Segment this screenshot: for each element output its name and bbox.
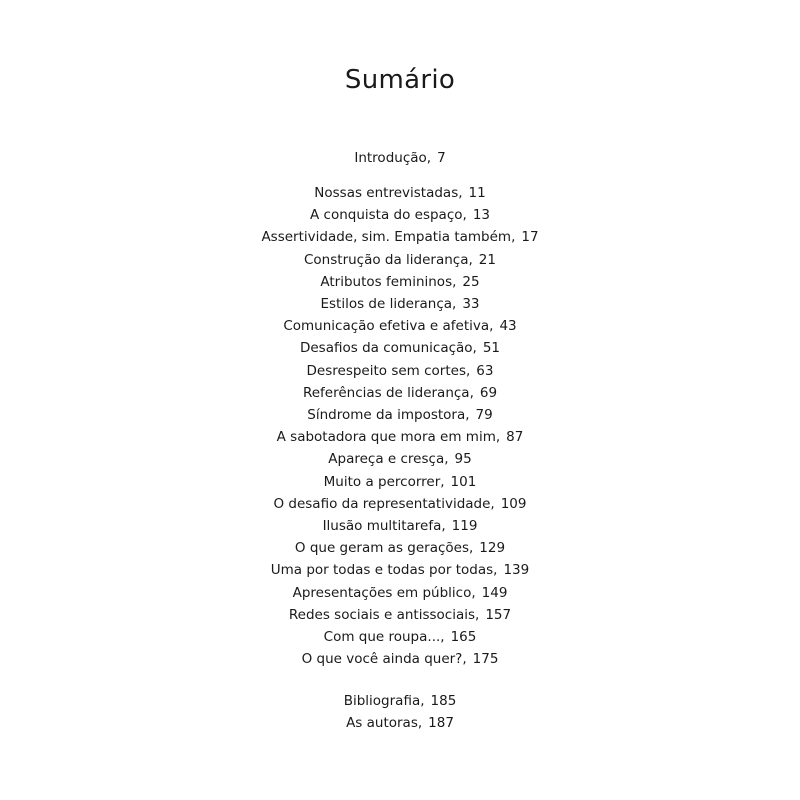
toc-entry-page: 11 — [468, 185, 486, 201]
toc-entry-label: Estilos de liderança, — [320, 296, 457, 313]
toc-entry-label: A sabotadora que mora em mim, — [276, 429, 501, 446]
toc-entry-page: 63 — [476, 362, 494, 379]
toc-entry — [0, 582, 800, 604]
toc-entry-label: Nossas entrevistadas, — [314, 185, 463, 201]
toc-entry-label: Desrespeito sem cortes, — [306, 362, 471, 379]
toc-entry-page: 51 — [482, 340, 501, 357]
toc-entry — [0, 712, 800, 734]
toc-entry-page: 165 — [450, 629, 477, 646]
toc-entry — [0, 471, 800, 493]
toc-entry-page: 185 — [430, 693, 457, 709]
toc-entry-label: Ilusão multitarefa, — [322, 518, 446, 535]
toc-entry-page: 33 — [462, 296, 480, 313]
toc-entry-page: 17 — [521, 229, 539, 246]
toc-entry-label: Apresentações em público, — [292, 584, 476, 601]
toc-entry — [0, 249, 800, 271]
toc-entry-page: 87 — [506, 429, 524, 446]
toc-entry-label: Introdução, — [354, 150, 432, 166]
toc-entry — [0, 147, 800, 169]
toc-entry — [0, 690, 800, 712]
toc-entry-page: 139 — [503, 562, 530, 579]
toc-entry-page: 157 — [485, 606, 512, 623]
toc-entry — [0, 448, 800, 470]
toc-entry-label: Uma por todas e todas por todas, — [270, 562, 498, 579]
toc-entry-label: Bibliografia, — [343, 693, 425, 709]
toc-entry-label: Atributos femininos, — [320, 273, 457, 290]
toc-entry — [0, 493, 800, 515]
toc-entry-page: 21 — [478, 251, 496, 268]
toc-chapters — [0, 182, 800, 670]
toc-entry — [0, 360, 800, 382]
toc-entry — [0, 604, 800, 626]
toc-entry-page: 101 — [450, 473, 477, 490]
toc-entry-page: 119 — [451, 518, 478, 535]
toc-entry-page: 175 — [472, 651, 499, 668]
toc-entry-label: Construção da liderança, — [304, 251, 473, 268]
toc-entry-label: O desafio da representatividade, — [273, 495, 495, 512]
toc-entry-label: Síndrome da impostora, — [307, 407, 470, 424]
toc-entry-label: A conquista do espaço, — [310, 207, 467, 224]
toc-entry-page: 79 — [475, 407, 493, 424]
toc-entry — [0, 293, 800, 315]
toc-entry-page: 129 — [479, 540, 506, 557]
toc-entry-label: Desafios da comunicação, — [299, 340, 477, 357]
toc-entry — [0, 515, 800, 537]
toc-entry — [0, 226, 800, 248]
toc-entry-label: Assertividade, sim. Empatia também, — [261, 229, 516, 246]
toc-entry-page: 43 — [499, 318, 517, 335]
toc-entry — [0, 315, 800, 337]
toc-entry-label: As autoras, — [346, 715, 423, 732]
toc-entry-label: Referências de liderança, — [302, 384, 474, 401]
toc-entry — [0, 537, 800, 559]
toc-entry-page: 13 — [472, 207, 490, 224]
toc-back-matter — [0, 690, 800, 734]
toc-entry — [0, 204, 800, 226]
toc-entry-page: 149 — [481, 584, 508, 601]
toc-entry — [0, 271, 800, 293]
toc-entry — [0, 626, 800, 648]
toc-entry-label: Redes sociais e antissociais, — [288, 606, 480, 623]
toc-entry-page: 187 — [428, 715, 454, 732]
toc-entry-label: O que você ainda quer?, — [301, 651, 467, 668]
toc-entry — [0, 337, 800, 359]
toc-entry-label: O que geram as gerações, — [294, 540, 474, 557]
toc-entry-label: Apareça e cresça, — [328, 451, 449, 468]
toc-intro — [0, 147, 800, 169]
toc-entry-page: 109 — [500, 495, 527, 512]
toc-entry — [0, 648, 800, 670]
toc-entry-label: Com que roupa..., — [323, 629, 445, 646]
toc-entry-label: Muito a percorrer, — [323, 473, 445, 490]
page-title: Sumário — [344, 65, 456, 95]
toc-entry-page: 25 — [462, 273, 480, 290]
toc-entry — [0, 559, 800, 581]
toc-entry — [0, 182, 800, 204]
toc-entry — [0, 426, 800, 448]
toc-entry — [0, 382, 800, 404]
toc-entry — [0, 404, 800, 426]
toc-entry-label: Comunicação efetiva e afetiva, — [283, 318, 494, 335]
toc-entry-page: 7 — [437, 150, 446, 166]
toc-entry-page: 95 — [454, 451, 472, 468]
toc-entry-page: 69 — [479, 384, 498, 401]
